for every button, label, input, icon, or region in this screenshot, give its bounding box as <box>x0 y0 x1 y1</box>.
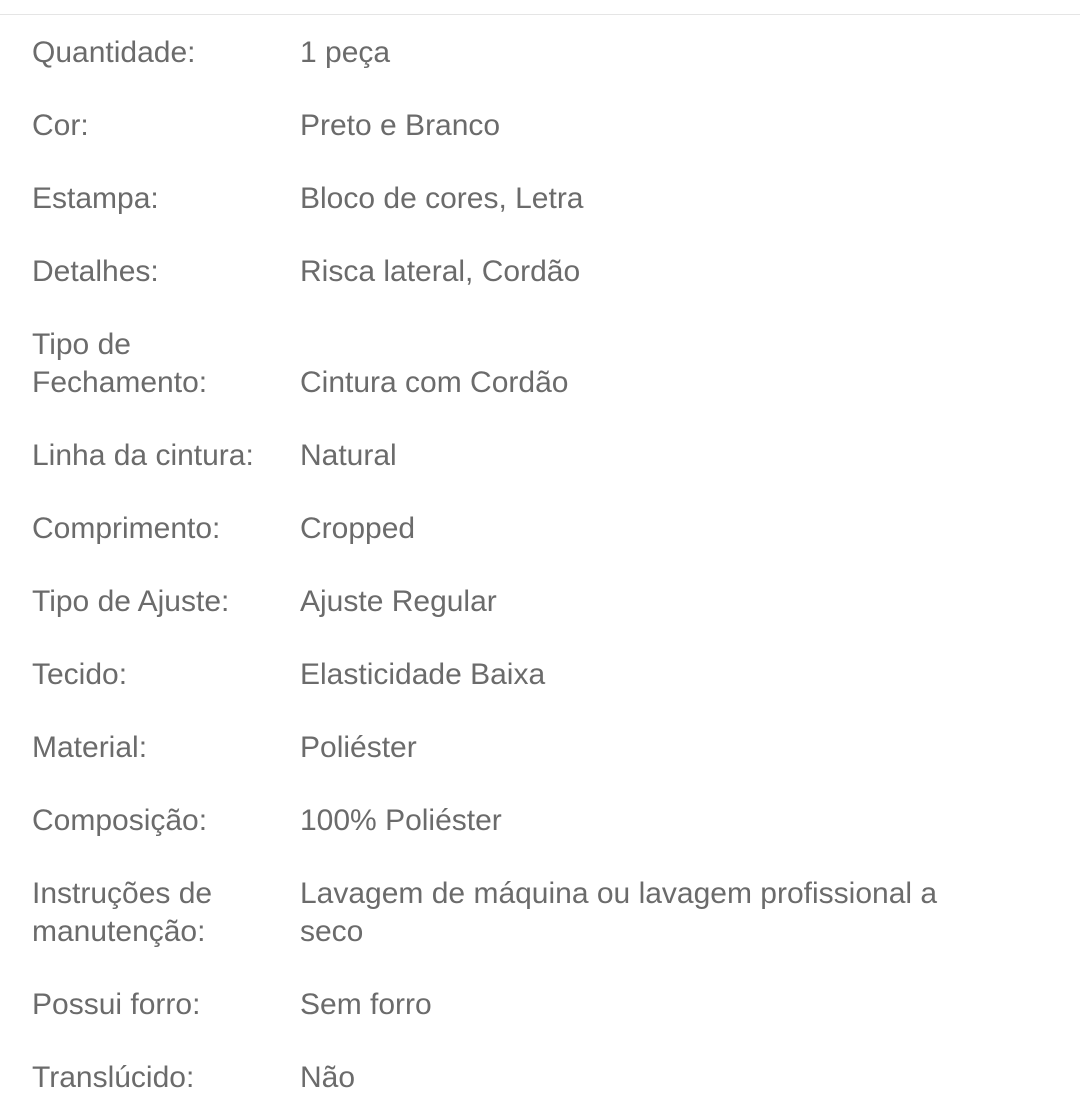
spec-label: Composição: <box>32 804 208 837</box>
spec-label: Possui forro: <box>32 988 201 1021</box>
spec-label: Tipo de Ajuste: <box>32 585 230 618</box>
spec-row-composicao <box>32 802 1048 840</box>
spec-value: Preto e Branco <box>300 109 501 142</box>
spec-row-quantidade <box>32 34 1048 72</box>
spec-value: Bloco de cores, Letra <box>300 182 584 215</box>
spec-row-tecido <box>32 656 1048 694</box>
spec-row-tipo-de-fechamento <box>32 326 1048 402</box>
spec-value: 100% Poliéster <box>300 804 502 837</box>
spec-row-cor <box>32 107 1048 145</box>
spec-value: Poliéster <box>300 731 417 764</box>
spec-label: Material: <box>32 731 148 764</box>
top-divider <box>0 14 1080 15</box>
spec-row-detalhes <box>32 253 1048 291</box>
spec-label: Detalhes: <box>32 255 159 288</box>
spec-label: Instruções de manutenção: <box>32 877 213 948</box>
spec-value: Ajuste Regular <box>300 585 497 618</box>
spec-row-instrucoes-de-manutencao <box>32 875 1048 951</box>
spec-row-possui-forro <box>32 986 1048 1024</box>
spec-row-comprimento <box>32 510 1048 548</box>
product-specs-list <box>32 34 1048 1097</box>
spec-value: 1 peça <box>300 36 391 69</box>
spec-value: Cintura com Cordão <box>300 366 569 399</box>
spec-label: Estampa: <box>32 182 159 215</box>
spec-label: Translúcido: <box>32 1061 195 1094</box>
spec-row-estampa <box>32 180 1048 218</box>
spec-value: Risca lateral, Cordão <box>300 255 581 288</box>
spec-value: Natural <box>300 439 397 472</box>
spec-row-translucido <box>32 1059 1048 1097</box>
spec-value: Elasticidade Baixa <box>300 658 546 691</box>
spec-value: Sem forro <box>300 988 432 1021</box>
spec-label: Comprimento: <box>32 512 221 545</box>
spec-label: Cor: <box>32 109 89 142</box>
spec-value: Cropped <box>300 512 416 545</box>
spec-label: Linha da cintura: <box>32 439 254 472</box>
spec-row-linha-da-cintura <box>32 437 1048 475</box>
spec-label: Tecido: <box>32 658 128 691</box>
spec-value: Não <box>300 1061 356 1094</box>
spec-value: Lavagem de máquina ou lavagem profissional a seco <box>300 877 938 948</box>
spec-row-material <box>32 729 1048 767</box>
spec-label: Tipo de Fechamento: <box>32 328 208 399</box>
spec-row-tipo-de-ajuste <box>32 583 1048 621</box>
spec-label: Quantidade: <box>32 36 196 69</box>
